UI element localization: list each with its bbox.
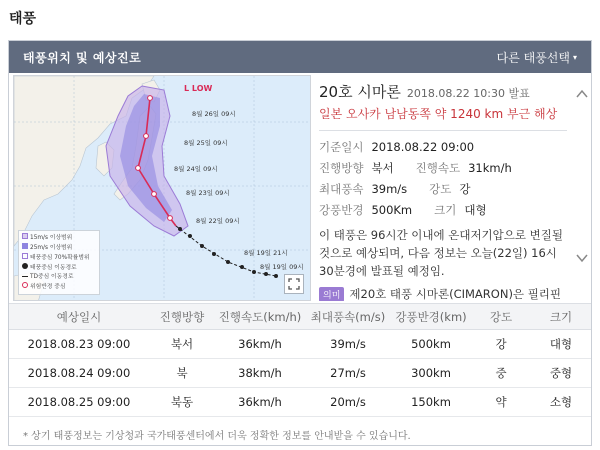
table-cell: 27m/s	[305, 359, 391, 388]
base-time-value: 2018.08.22 09:00	[371, 139, 475, 154]
legend-item: 25m/s 이상범위	[22, 243, 96, 253]
table-cell: 북	[149, 359, 215, 388]
table-cell: 36km/h	[215, 330, 305, 359]
col-header: 진행속도(km/h)	[215, 304, 305, 330]
speed-value: 31km/h	[468, 160, 512, 175]
table-row	[9, 330, 591, 359]
table-cell: 150km	[391, 388, 471, 417]
widget-title: 태풍위치 및 예상진로	[23, 50, 142, 65]
max-wind-value: 39m/s	[371, 181, 408, 196]
radius-label: 강풍반경	[319, 202, 364, 217]
table-cell: 2018.08.25 09:00	[9, 388, 149, 417]
typhoon-track-map	[13, 75, 311, 301]
legend-item: 태풍중심 70%확률범위	[22, 253, 96, 263]
typhoon-widget	[8, 40, 592, 446]
storm-name: 20호 시마론 2018.08.22 10:30 발표	[319, 83, 530, 101]
typhoon-notice	[319, 286, 567, 301]
info-scrollbar[interactable]	[573, 73, 591, 301]
typhoon-description: 이 태풍은 96시간 이내에 온대저기압으로 변질될 것으로 예상되며, 다음 정보는 오늘(22일) 16시 30분경에 발표될 예정임.	[319, 228, 563, 278]
table-header-row	[9, 304, 591, 330]
size-label: 크기	[434, 202, 457, 217]
notice-badge: 의미	[319, 287, 344, 302]
col-header: 최대풍속(m/s)	[305, 304, 391, 330]
scroll-down-icon[interactable]	[575, 251, 589, 265]
other-typhoon-select-label: 다른 태풍선택	[496, 50, 570, 65]
footnote: * 상기 태풍정보는 기상청과 국가태풍센터에서 더욱 정확한 정보를 안내받을 수 있습니다.	[23, 431, 411, 442]
table-cell: 강	[471, 330, 531, 359]
table-cell: 20m/s	[305, 388, 391, 417]
track-annotation: 8월 24일 09시	[174, 165, 218, 173]
col-header: 크기	[531, 304, 591, 330]
col-header: 진행방향	[149, 304, 215, 330]
other-typhoon-select[interactable]	[497, 49, 577, 66]
intensity-value: 강	[459, 181, 471, 196]
table-cell: 39m/s	[305, 330, 391, 359]
track-annotation: 8월 19일 09시	[260, 263, 304, 271]
notice-text: 제20호 태풍 시마론(CIMARON)은 필리핀	[349, 287, 562, 301]
max-wind-label: 최대풍속	[319, 181, 364, 196]
map-legend	[18, 230, 100, 295]
col-header: 강도	[471, 304, 531, 330]
table-cell: 2018.08.24 09:00	[9, 359, 149, 388]
legend-item: 위험반경 중심	[22, 282, 96, 292]
table-cell: 중형	[531, 359, 591, 388]
table-row	[9, 388, 591, 417]
table-cell: 2018.08.23 09:00	[9, 330, 149, 359]
legend-item: 15m/s 이상범위	[22, 233, 96, 243]
table-row	[9, 359, 591, 388]
intensity-label: 강도	[429, 181, 452, 196]
issued-time: 2018.08.22 10:30 발표	[406, 87, 530, 100]
table-cell: 소형	[531, 388, 591, 417]
expand-icon	[288, 278, 300, 290]
table-cell: 중	[471, 359, 531, 388]
size-value: 대형	[464, 202, 487, 217]
caret-down-icon: ▾	[572, 52, 577, 62]
legend-item: 태풍중심 이동경로	[22, 263, 96, 273]
table-cell: 대형	[531, 330, 591, 359]
radius-value: 500Km	[371, 202, 413, 217]
forecast-table	[9, 303, 591, 417]
track-annotation: 8월 23일 09시	[186, 189, 230, 197]
table-cell: 북동	[149, 388, 215, 417]
table-cell: 38km/h	[215, 359, 305, 388]
speed-label: 진행속도	[415, 160, 461, 175]
storm-location: 일본 오사카 남남동쪽 약 1240 km 부근 해상	[319, 107, 558, 121]
scroll-up-icon[interactable]	[575, 87, 589, 101]
widget-header	[9, 41, 591, 73]
col-header: 예상일시	[9, 304, 149, 330]
direction-value: 북서	[371, 160, 394, 175]
page-title: 태풍	[9, 11, 37, 27]
track-annotation: 8월 26일 09시	[192, 110, 236, 118]
track-annotation: 8월 22일 09시	[196, 217, 240, 225]
table-cell: 북서	[149, 330, 215, 359]
typhoon-info-panel	[313, 73, 573, 301]
legend-item: TD중심 이동경로	[22, 273, 96, 282]
base-time-label: 기준일시	[319, 139, 364, 154]
expand-map-button[interactable]	[284, 274, 304, 294]
col-header: 강풍반경(km)	[391, 304, 471, 330]
low-pressure-marker: L LOW	[184, 84, 213, 93]
table-cell: 300km	[391, 359, 471, 388]
track-annotation: 8월 25일 09시	[184, 139, 228, 147]
direction-label: 진행방향	[319, 160, 364, 175]
track-annotation: 8월 19일 21시	[244, 249, 288, 257]
table-cell: 36km/h	[215, 388, 305, 417]
table-cell: 500km	[391, 330, 471, 359]
table-cell: 약	[471, 388, 531, 417]
